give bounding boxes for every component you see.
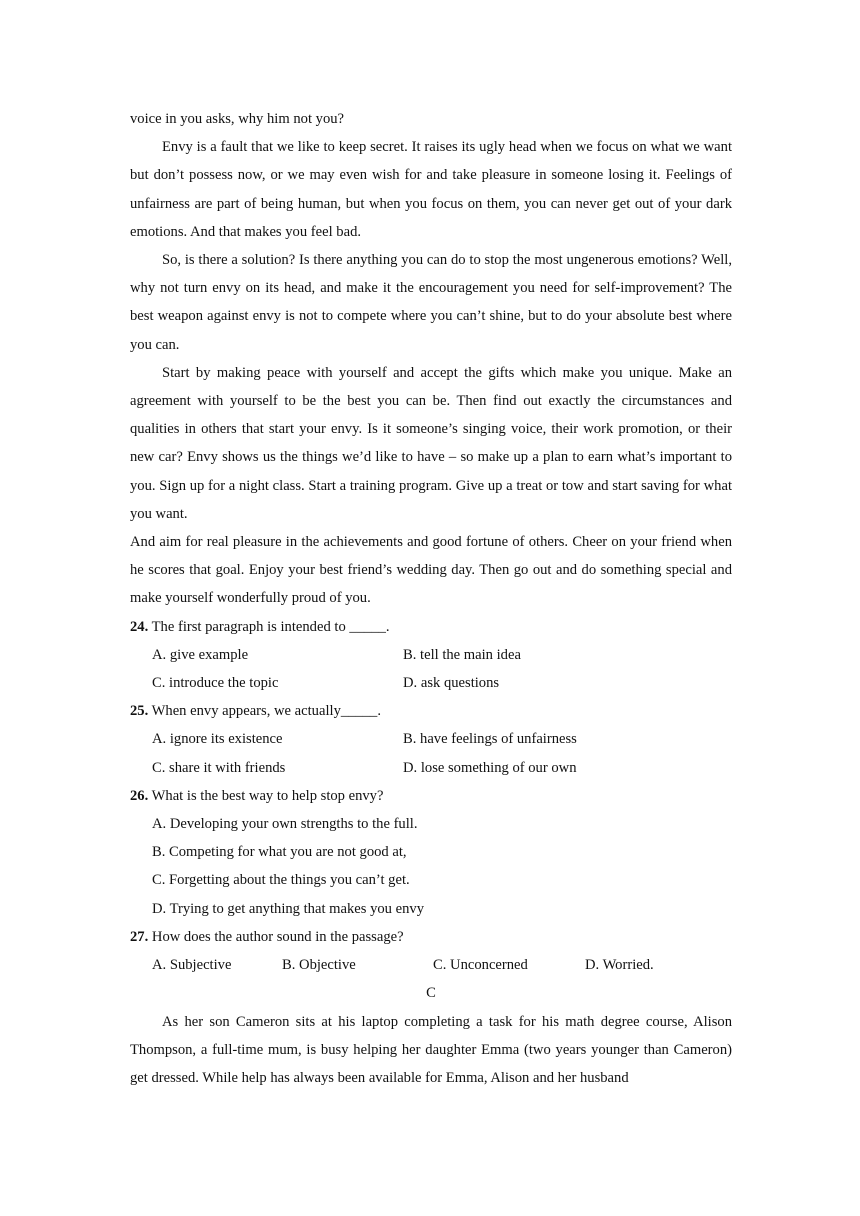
question-number: 26. [130, 787, 149, 804]
option-d: D. Trying to get anything that makes you envy [152, 900, 424, 917]
question-text: What is the best way to help stop envy? [148, 787, 384, 804]
option-b: B. Competing for what you are not good at, [152, 844, 407, 861]
question-number: 25. [130, 703, 149, 720]
option-d: D. ask questions [403, 675, 500, 692]
option-a: A. Developing your own strengths to the full. [152, 816, 418, 833]
option-a: A. Subjective [152, 957, 232, 974]
passage-b-paragraph-4: And aim for real pleasure in the achievements and good fortune of others. Cheer on your friend when he scores that goal. Enjoy your best friend’s wedding day. Then go out and do something special and make yourself wonderfully proud of you. [130, 534, 732, 607]
passage-b-paragraph-0: voice in you asks, why him not you? [130, 111, 345, 127]
question-25-options-row-1 [130, 725, 732, 753]
option-b: B. Objective [282, 957, 356, 974]
option-b: B. have feelings of unfairness [403, 731, 577, 748]
option-c: C. Unconcerned [433, 957, 528, 974]
question-text: When envy appears, we actually_____. [148, 703, 381, 720]
question-26 [130, 782, 732, 810]
question-text: The first paragraph is intended to _____. [148, 618, 390, 635]
passage-b-paragraph-3: Start by making peace with yourself and accept the gifts which make you unique. Make an agreement with yourself to be the best you can be. Then find out exactly the circumstances and qualities in others that start your envy. Is it someone’s singing voice, their work promotion, or their new car? Envy shows us the things we’d like to have – so make up a plan to earn what’s important to you. Sign up for a night class. Start a training program. Give up a treat or tow and start saving for what you want. [130, 364, 732, 522]
question-24-options-row-1 [130, 641, 732, 669]
option-b: B. tell the main idea [403, 646, 521, 663]
question-text: How does the author sound in the passage? [148, 928, 404, 945]
option-a: A. ignore its existence [152, 731, 283, 748]
option-c: C. share it with friends [152, 759, 286, 776]
question-number: 24. [130, 618, 149, 635]
passage-c-label: C [426, 985, 436, 1002]
question-27 [130, 923, 732, 951]
passage-b-paragraph-1: Envy is a fault that we like to keep secret. It raises its ugly head when we focus on what we want but don’t possess now, or we may even wish for and take pleasure in someone losing it. Feelings of unfairness are part of being human, but when you focus on them, you can never get out of your dark emotions. And that makes you feel bad. [130, 139, 732, 240]
option-a: A. give example [152, 646, 249, 663]
option-c: C. introduce the topic [152, 675, 279, 692]
option-c: C. Forgetting about the things you can’t get. [152, 872, 410, 889]
question-25 [130, 697, 732, 725]
question-24-options-row-2 [130, 669, 732, 697]
document-page [130, 105, 732, 1092]
option-d: D. lose something of our own [403, 759, 577, 776]
passage-b-paragraph-2: So, is there a solution? Is there anything you can do to stop the most ungenerous emotions? Well, why not turn envy on its head, and make it the encouragement you need for self-improvement? The best weapon against envy is not to compete where you can’t shine, but to do your absolute best where you can. [130, 252, 732, 353]
passage-c-paragraph-1: As her son Cameron sits at his laptop completing a task for his math degree course, Alison Thompson, a full-time mum, is busy helping her daughter Emma (two years younger than Cameron) get dressed. While help has always been available for Emma, Alison and her husband [130, 1013, 732, 1086]
question-27-options [130, 951, 732, 979]
question-number: 27. [130, 928, 149, 945]
option-d: D. Worried. [585, 957, 654, 974]
question-25-options-row-2 [130, 754, 732, 782]
question-24 [130, 613, 732, 641]
